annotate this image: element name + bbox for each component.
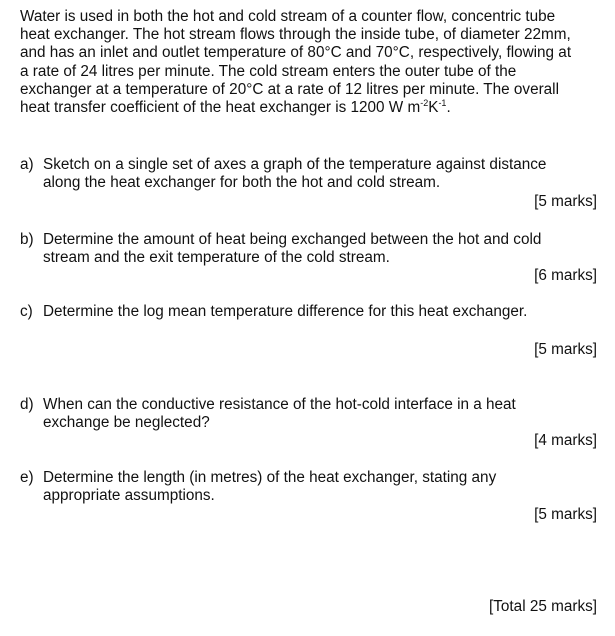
- marks-label: [4 marks]: [534, 432, 597, 449]
- problem-statement: [20, 8, 604, 117]
- unit-exponent: -1: [438, 98, 447, 109]
- question-line: Sketch on a single set of axes a graph of the temperature against distance: [43, 156, 547, 173]
- problem-line: exchanger at a temperature of 20°C at a rate of 12 litres per minute. The overall: [20, 80, 559, 98]
- problem-line-end: .: [446, 99, 451, 117]
- problem-line-text: heat transfer coefficient of the heat exchanger is 1200 W m: [20, 99, 421, 117]
- question-line: When can the conductive resistance of the hot-cold interface in a heat: [43, 396, 516, 413]
- question-text: [43, 156, 603, 192]
- question-letter: b): [20, 231, 34, 248]
- question-letter: c): [20, 303, 33, 320]
- marks-label: [5 marks]: [534, 341, 597, 358]
- question-text: [43, 469, 603, 505]
- question-line: Determine the amount of heat being exchanged between the hot and cold: [43, 231, 542, 248]
- question-letter: a): [20, 156, 34, 173]
- problem-line: Water is used in both the hot and cold stream of a counter flow, concentric tube: [20, 8, 556, 25]
- question-text: [43, 303, 603, 321]
- problem-line: a rate of 24 litres per minute. The cold stream enters the outer tube of the: [20, 62, 517, 80]
- question-line: Determine the log mean temperature difference for this heat exchanger.: [43, 303, 528, 320]
- unit-kelvin: K: [428, 99, 439, 117]
- question-line: exchange be neglected?: [43, 414, 210, 432]
- total-marks: [Total 25 marks]: [489, 598, 597, 615]
- marks-label: [5 marks]: [534, 193, 597, 210]
- question-line: Determine the length (in metres) of the heat exchanger, stating any: [43, 469, 497, 486]
- problem-line: heat exchanger. The hot stream flows through the inside tube, of diameter 22mm,: [20, 26, 571, 44]
- question-text: [43, 396, 603, 432]
- question-line: appropriate assumptions.: [43, 487, 215, 505]
- problem-line-last: [20, 99, 604, 117]
- marks-label: [6 marks]: [534, 267, 597, 284]
- marks-label: [5 marks]: [534, 506, 597, 523]
- question-text: [43, 231, 603, 267]
- question-line: along the heat exchanger for both the hot and cold stream.: [43, 174, 441, 192]
- unit-exponent: -2: [420, 98, 429, 109]
- question-line: stream and the exit temperature of the cold stream.: [43, 249, 390, 267]
- question-letter: d): [20, 396, 34, 413]
- problem-line: and has an inlet and outlet temperature of 80°C and 70°C, respectively, flowing at: [20, 44, 572, 62]
- question-letter: e): [20, 469, 34, 486]
